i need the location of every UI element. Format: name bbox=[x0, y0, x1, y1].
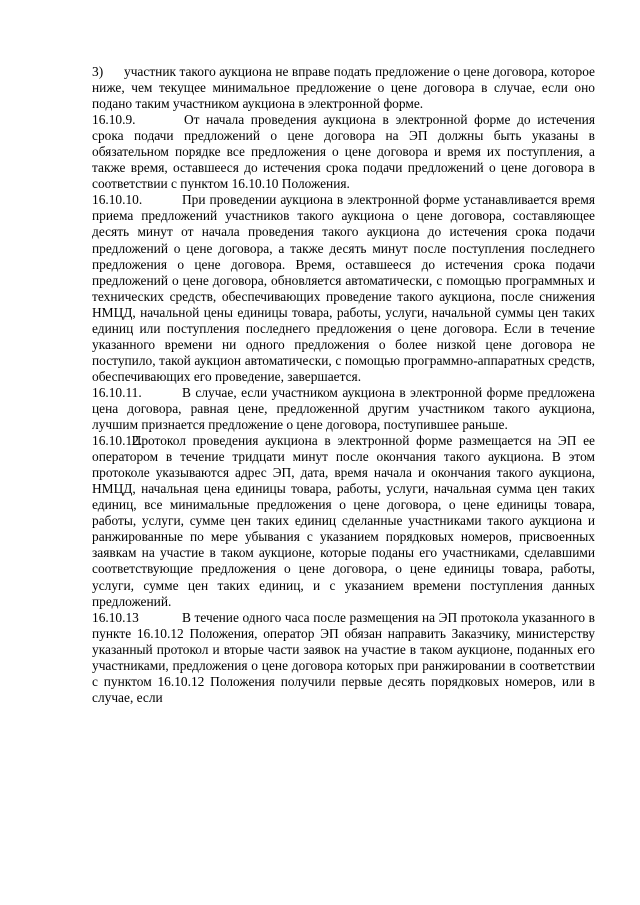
clause-text: В течение одного часа после размещения на ЭП протокола указанного в пункте 16.10.12 Положения, оператор ЭП обязан направить Заказчику, министерству указанный протокол и вторые части заявок на участие в таком аукционе, поданных его участниками, предложения о цене договора которых при ранжировании в соответствии с пунктом 16.10.12 Положения получили первые десять порядковых номеров, или в случае, если bbox=[92, 609, 595, 705]
clause-text: Протокол проведения аукциона в электронной форме размещается на ЭП ее оператором в течение тридцати минут после окончания такого аукциона. В этом протоколе указываются адрес ЭП, дата, время начала и окончания такого аукциона, НМЦД, начальная цена единицы товара, работы, услуги, начальная сумма цен таких единиц, все минимальные предложения о цене договора, о цене единицы товара, работы, услуги, сумме цен таких единиц сделанные участниками такого аукциона и ранжированные по мере убывания с указанием порядковых номеров, присвоенных заявкам на участие в таком аукционе, которые поданы его участниками, сделавшими соответствующие предложения о цене договора, о цене единицы товара, работы, услуги, сумме цен таких единиц, и с указанием времени поступления данных предложений. bbox=[92, 433, 595, 609]
clause-16-10-9 bbox=[92, 112, 595, 192]
document-page bbox=[92, 64, 595, 706]
paragraph-text: участник такого аукциона не вправе подать предложение о цене договора, которое ниже, чем текущее минимальное предложение о цене договора в случае, если оно подано таким участником аукциона в электронной форме. bbox=[92, 64, 595, 112]
clause-16-10-13 bbox=[92, 610, 595, 706]
clause-number: 16.10.9. bbox=[92, 112, 136, 128]
clause-number: 16.10.11. bbox=[92, 384, 142, 400]
clause-text: В случае, если участником аукциона в электронной форме предложена цена договора, равная цене, предложенной другим участником такого аукциона, лучшим признается предложение о цене договора, поступившее раньше. bbox=[92, 384, 595, 433]
clause-number: 16.10.12. bbox=[92, 433, 143, 449]
clause-16-10-12 bbox=[92, 433, 595, 610]
clause-text: При проведении аукциона в электронной форме устанавливается время приема предложений участников такого аукциона о цене договора, составляющее десять минут от начала проведения такого аукциона до истечения срока подачи предложений о цене договора, а также десять минут после поступления последнего предложения о цене договора. Время, оставшееся до истечения срока подачи предложений о цене договора, обновляется автоматически, с помощью программных и технических средств, обеспечивающих проведение такого аукциона, после снижения НМЦД, начальной цены единицы товара, работы, услуги, начальной суммы цен таких единиц или поступления последнего предложения о цене договора. Если в течение указанного времени ни одного предложения о более низкой цене договора не поступило, такой аукцион автоматически, с помощью программно-аппаратных средств, обеспечивающих его проведение, завершается. bbox=[92, 192, 595, 384]
clause-text: От начала проведения аукциона в электронной форме до истечения срока подачи предложений о цене договора на ЭП должны быть указаны в обязательном порядке все предложения о цене договора и время их поступления, а также время, оставшееся до истечения срока подачи предложений о цене договора в соответствии с пунктом 16.10.10 Положения. bbox=[92, 112, 595, 192]
clause-number: 16.10.10. bbox=[92, 192, 143, 208]
clause-number: 16.10.13 bbox=[92, 609, 139, 625]
clause-16-10-10 bbox=[92, 192, 595, 385]
paragraph-number: 3) bbox=[92, 64, 104, 79]
list-item-3 bbox=[92, 64, 595, 112]
clause-16-10-11 bbox=[92, 385, 595, 433]
